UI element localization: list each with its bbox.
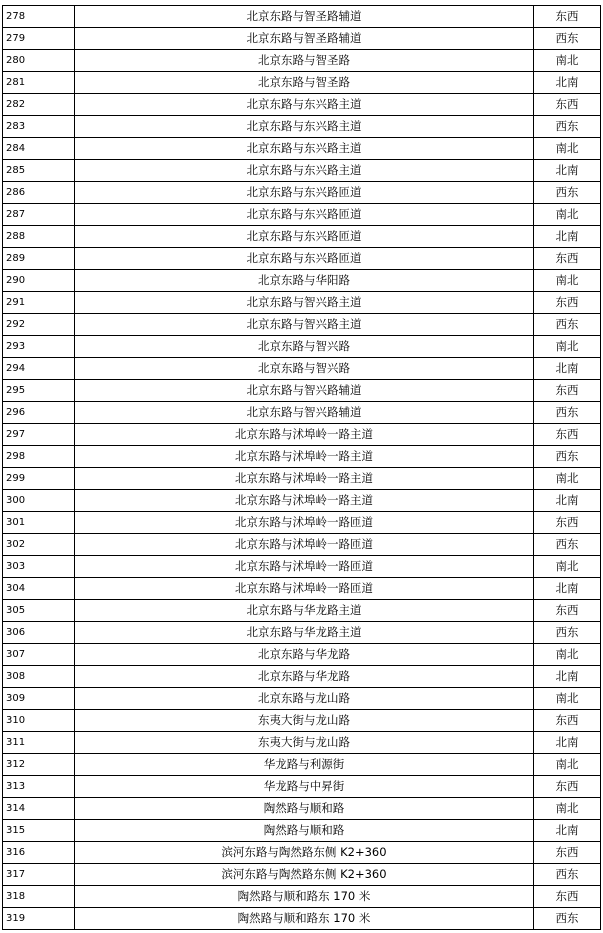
table-row — [3, 798, 601, 820]
table-row — [3, 248, 601, 270]
intersection-name-cell: 北京东路与沭埠岭一路主道 — [75, 424, 534, 446]
row-number-cell: 317 — [3, 864, 75, 886]
row-number-cell: 303 — [3, 556, 75, 578]
table-row — [3, 886, 601, 908]
row-number-cell: 298 — [3, 446, 75, 468]
table-row — [3, 600, 601, 622]
intersection-name-cell: 东夷大街与龙山路 — [75, 710, 534, 732]
table-row — [3, 688, 601, 710]
table-row — [3, 864, 601, 886]
direction-cell: 西东 — [534, 314, 601, 336]
row-number-cell: 292 — [3, 314, 75, 336]
direction-cell: 北南 — [534, 732, 601, 754]
intersection-name-cell: 北京东路与智圣路辅道 — [75, 6, 534, 28]
intersection-name-cell: 北京东路与智兴路辅道 — [75, 402, 534, 424]
intersection-name-cell: 北京东路与沭埠岭一路主道 — [75, 490, 534, 512]
table-row — [3, 292, 601, 314]
direction-cell: 东西 — [534, 710, 601, 732]
row-number-cell: 281 — [3, 72, 75, 94]
intersection-name-cell: 北京东路与沭埠岭一路主道 — [75, 468, 534, 490]
row-number-cell: 314 — [3, 798, 75, 820]
table-row — [3, 732, 601, 754]
row-number-cell: 301 — [3, 512, 75, 534]
intersection-name-cell: 北京东路与智圣路辅道 — [75, 28, 534, 50]
direction-cell: 北南 — [534, 358, 601, 380]
direction-cell: 东西 — [534, 292, 601, 314]
direction-cell: 北南 — [534, 226, 601, 248]
table-row — [3, 490, 601, 512]
row-number-cell: 316 — [3, 842, 75, 864]
direction-cell: 西东 — [534, 28, 601, 50]
intersection-name-cell: 华龙路与中昇街 — [75, 776, 534, 798]
table-row — [3, 314, 601, 336]
direction-cell: 东西 — [534, 842, 601, 864]
table-row — [3, 512, 601, 534]
row-number-cell: 296 — [3, 402, 75, 424]
table-row — [3, 380, 601, 402]
row-number-cell: 315 — [3, 820, 75, 842]
table-row — [3, 28, 601, 50]
row-number-cell: 297 — [3, 424, 75, 446]
table-row — [3, 842, 601, 864]
table-row — [3, 908, 601, 930]
direction-cell: 西东 — [534, 534, 601, 556]
table-row — [3, 6, 601, 28]
row-number-cell: 290 — [3, 270, 75, 292]
direction-cell: 北南 — [534, 666, 601, 688]
row-number-cell: 305 — [3, 600, 75, 622]
row-number-cell: 302 — [3, 534, 75, 556]
intersection-name-cell: 北京东路与沭埠岭一路匝道 — [75, 578, 534, 600]
direction-cell: 南北 — [534, 556, 601, 578]
row-number-cell: 289 — [3, 248, 75, 270]
row-number-cell: 313 — [3, 776, 75, 798]
intersection-name-cell: 北京东路与东兴路匝道 — [75, 226, 534, 248]
intersection-name-cell: 北京东路与东兴路主道 — [75, 160, 534, 182]
direction-cell: 西东 — [534, 402, 601, 424]
direction-cell: 西东 — [534, 908, 601, 930]
direction-cell: 北南 — [534, 160, 601, 182]
table-row — [3, 710, 601, 732]
row-number-cell: 279 — [3, 28, 75, 50]
direction-cell: 东西 — [534, 248, 601, 270]
direction-cell: 北南 — [534, 490, 601, 512]
intersection-name-cell: 北京东路与华龙路 — [75, 644, 534, 666]
table-row — [3, 336, 601, 358]
intersection-name-cell: 陶然路与顺和路东 170 米 — [75, 908, 534, 930]
table-row — [3, 116, 601, 138]
row-number-cell: 294 — [3, 358, 75, 380]
direction-cell: 西东 — [534, 622, 601, 644]
row-number-cell: 318 — [3, 886, 75, 908]
table-row — [3, 138, 601, 160]
intersection-name-cell: 北京东路与智兴路主道 — [75, 314, 534, 336]
row-number-cell: 307 — [3, 644, 75, 666]
row-number-cell: 311 — [3, 732, 75, 754]
row-number-cell: 319 — [3, 908, 75, 930]
intersection-name-cell: 北京东路与沭埠岭一路匝道 — [75, 534, 534, 556]
direction-cell: 南北 — [534, 644, 601, 666]
direction-cell: 北南 — [534, 820, 601, 842]
row-number-cell: 288 — [3, 226, 75, 248]
table-row — [3, 468, 601, 490]
table-row — [3, 644, 601, 666]
row-number-cell: 306 — [3, 622, 75, 644]
intersection-name-cell: 北京东路与智兴路 — [75, 336, 534, 358]
intersection-name-cell: 北京东路与智圣路 — [75, 72, 534, 94]
direction-cell: 南北 — [534, 50, 601, 72]
table-row — [3, 226, 601, 248]
row-number-cell: 284 — [3, 138, 75, 160]
table-row — [3, 270, 601, 292]
direction-cell: 西东 — [534, 446, 601, 468]
table-body — [3, 6, 601, 930]
row-number-cell: 282 — [3, 94, 75, 116]
intersection-table — [2, 5, 601, 930]
row-number-cell: 308 — [3, 666, 75, 688]
direction-cell: 南北 — [534, 754, 601, 776]
direction-cell: 南北 — [534, 798, 601, 820]
intersection-name-cell: 北京东路与华龙路主道 — [75, 600, 534, 622]
row-number-cell: 291 — [3, 292, 75, 314]
table-row — [3, 666, 601, 688]
direction-cell: 东西 — [534, 6, 601, 28]
direction-cell: 西东 — [534, 116, 601, 138]
direction-cell: 东西 — [534, 886, 601, 908]
direction-cell: 西东 — [534, 864, 601, 886]
row-number-cell: 278 — [3, 6, 75, 28]
row-number-cell: 299 — [3, 468, 75, 490]
table-row — [3, 72, 601, 94]
row-number-cell: 310 — [3, 710, 75, 732]
table-row — [3, 160, 601, 182]
intersection-name-cell: 滨河东路与陶然路东侧 K2+360 — [75, 864, 534, 886]
direction-cell: 南北 — [534, 270, 601, 292]
table-row — [3, 402, 601, 424]
direction-cell: 南北 — [534, 204, 601, 226]
direction-cell: 东西 — [534, 380, 601, 402]
table-row — [3, 776, 601, 798]
direction-cell: 南北 — [534, 468, 601, 490]
table-row — [3, 424, 601, 446]
row-number-cell: 295 — [3, 380, 75, 402]
intersection-name-cell: 北京东路与东兴路主道 — [75, 94, 534, 116]
direction-cell: 北南 — [534, 72, 601, 94]
row-number-cell: 280 — [3, 50, 75, 72]
table-row — [3, 50, 601, 72]
direction-cell: 东西 — [534, 424, 601, 446]
direction-cell: 东西 — [534, 776, 601, 798]
intersection-name-cell: 陶然路与顺和路东 170 米 — [75, 886, 534, 908]
direction-cell: 东西 — [534, 94, 601, 116]
intersection-name-cell: 陶然路与顺和路 — [75, 798, 534, 820]
table-row — [3, 622, 601, 644]
table-row — [3, 534, 601, 556]
intersection-name-cell: 北京东路与东兴路匝道 — [75, 182, 534, 204]
intersection-name-cell: 北京东路与智兴路主道 — [75, 292, 534, 314]
row-number-cell: 286 — [3, 182, 75, 204]
row-number-cell: 283 — [3, 116, 75, 138]
intersection-name-cell: 北京东路与智兴路 — [75, 358, 534, 380]
intersection-name-cell: 北京东路与东兴路匝道 — [75, 204, 534, 226]
intersection-name-cell: 北京东路与华龙路 — [75, 666, 534, 688]
direction-cell: 南北 — [534, 336, 601, 358]
direction-cell: 东西 — [534, 512, 601, 534]
intersection-name-cell: 北京东路与沭埠岭一路主道 — [75, 446, 534, 468]
table-row — [3, 446, 601, 468]
intersection-name-cell: 华龙路与利源街 — [75, 754, 534, 776]
table-row — [3, 820, 601, 842]
intersection-name-cell: 陶然路与顺和路 — [75, 820, 534, 842]
table-row — [3, 182, 601, 204]
table-row — [3, 556, 601, 578]
row-number-cell: 293 — [3, 336, 75, 358]
intersection-name-cell: 北京东路与华龙路主道 — [75, 622, 534, 644]
row-number-cell: 285 — [3, 160, 75, 182]
direction-cell: 南北 — [534, 138, 601, 160]
intersection-name-cell: 北京东路与华阳路 — [75, 270, 534, 292]
intersection-name-cell: 北京东路与沭埠岭一路匝道 — [75, 512, 534, 534]
row-number-cell: 309 — [3, 688, 75, 710]
table-row — [3, 358, 601, 380]
intersection-name-cell: 北京东路与东兴路主道 — [75, 138, 534, 160]
direction-cell: 南北 — [534, 688, 601, 710]
direction-cell: 西东 — [534, 182, 601, 204]
table-row — [3, 94, 601, 116]
direction-cell: 东西 — [534, 600, 601, 622]
row-number-cell: 312 — [3, 754, 75, 776]
direction-cell: 北南 — [534, 578, 601, 600]
intersection-name-cell: 北京东路与智圣路 — [75, 50, 534, 72]
intersection-name-cell: 北京东路与龙山路 — [75, 688, 534, 710]
intersection-name-cell: 东夷大街与龙山路 — [75, 732, 534, 754]
table-row — [3, 578, 601, 600]
intersection-name-cell: 北京东路与东兴路主道 — [75, 116, 534, 138]
document-page — [2, 5, 598, 930]
table-row — [3, 204, 601, 226]
intersection-name-cell: 北京东路与东兴路匝道 — [75, 248, 534, 270]
row-number-cell: 300 — [3, 490, 75, 512]
intersection-name-cell: 滨河东路与陶然路东侧 K2+360 — [75, 842, 534, 864]
row-number-cell: 304 — [3, 578, 75, 600]
table-row — [3, 754, 601, 776]
intersection-name-cell: 北京东路与沭埠岭一路匝道 — [75, 556, 534, 578]
row-number-cell: 287 — [3, 204, 75, 226]
intersection-name-cell: 北京东路与智兴路辅道 — [75, 380, 534, 402]
